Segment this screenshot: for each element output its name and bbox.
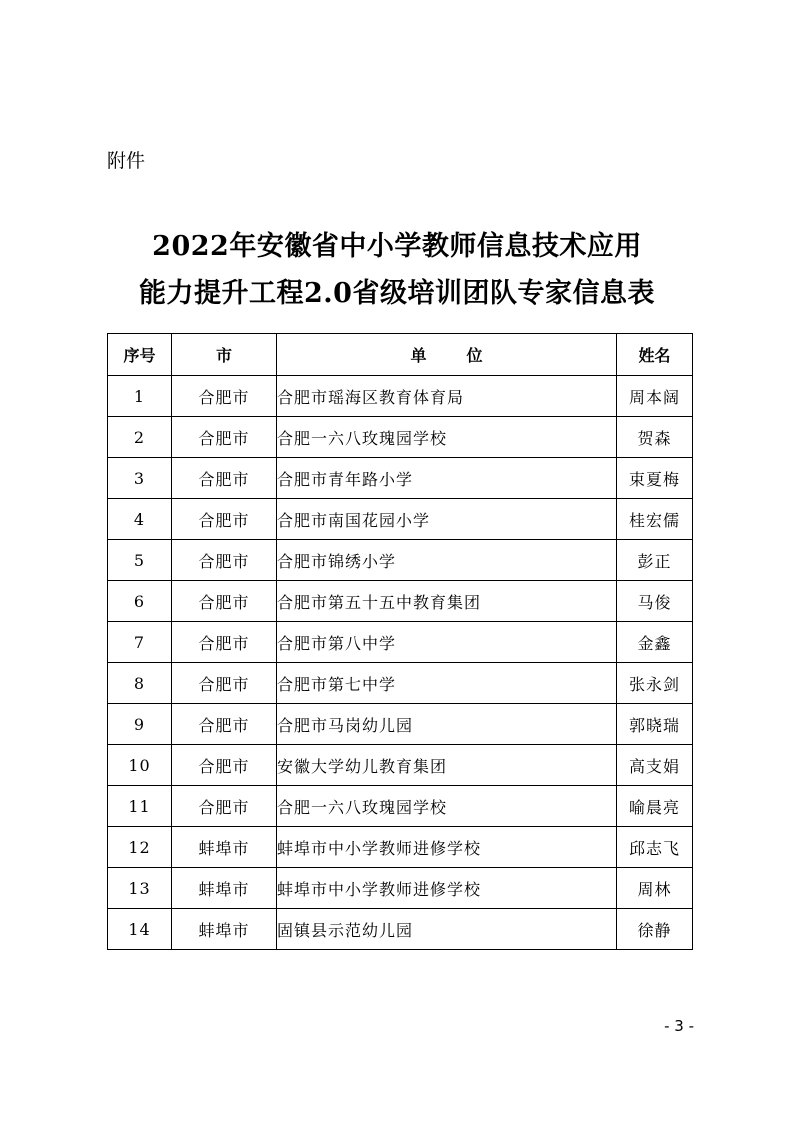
header-unit-char-1: 单 bbox=[410, 346, 427, 365]
cell-unit: 安徽大学幼儿教育集团 bbox=[277, 745, 617, 786]
cell-serial-number: 5 bbox=[108, 540, 172, 581]
cell-unit: 蚌埠市中小学教师进修学校 bbox=[277, 827, 617, 868]
cell-name: 徐静 bbox=[617, 909, 693, 950]
cell-city: 合肥市 bbox=[172, 786, 277, 827]
cell-name: 周林 bbox=[617, 868, 693, 909]
table-row bbox=[108, 499, 693, 540]
cell-city: 合肥市 bbox=[172, 417, 277, 458]
cell-name: 束夏梅 bbox=[617, 458, 693, 499]
cell-unit: 合肥一六八玫瑰园学校 bbox=[277, 786, 617, 827]
cell-name: 桂宏儒 bbox=[617, 499, 693, 540]
cell-unit: 合肥市瑶海区教育体育局 bbox=[277, 376, 617, 417]
cell-unit: 合肥市第七中学 bbox=[277, 663, 617, 704]
cell-city: 合肥市 bbox=[172, 540, 277, 581]
cell-serial-number: 10 bbox=[108, 745, 172, 786]
cell-serial-number: 3 bbox=[108, 458, 172, 499]
table-row bbox=[108, 376, 693, 417]
cell-city: 合肥市 bbox=[172, 458, 277, 499]
table-row bbox=[108, 663, 693, 704]
header-unit bbox=[277, 334, 617, 376]
cell-name: 周本阔 bbox=[617, 376, 693, 417]
cell-unit: 固镇县示范幼儿园 bbox=[277, 909, 617, 950]
table-header-row bbox=[108, 334, 693, 376]
cell-city: 合肥市 bbox=[172, 622, 277, 663]
cell-unit: 合肥市第八中学 bbox=[277, 622, 617, 663]
document-title-line-2: 能力提升工程2.0省级培训团队专家信息表 bbox=[139, 278, 655, 309]
header-city: 市 bbox=[172, 334, 277, 376]
cell-city: 合肥市 bbox=[172, 704, 277, 745]
cell-city: 合肥市 bbox=[172, 499, 277, 540]
table-row bbox=[108, 745, 693, 786]
cell-name: 张永剑 bbox=[617, 663, 693, 704]
document-title-line-1: 2022年安徽省中小学教师信息技术应用 bbox=[152, 231, 642, 262]
table-row bbox=[108, 704, 693, 745]
cell-unit: 合肥市第五十五中教育集团 bbox=[277, 581, 617, 622]
cell-name: 马俊 bbox=[617, 581, 693, 622]
cell-name: 彭正 bbox=[617, 540, 693, 581]
cell-city: 合肥市 bbox=[172, 581, 277, 622]
expert-info-table bbox=[107, 333, 693, 950]
cell-unit: 蚌埠市中小学教师进修学校 bbox=[277, 868, 617, 909]
cell-name: 金鑫 bbox=[617, 622, 693, 663]
cell-serial-number: 13 bbox=[108, 868, 172, 909]
table-row bbox=[108, 827, 693, 868]
page-number: - 3 - bbox=[664, 1017, 694, 1035]
cell-city: 蚌埠市 bbox=[172, 909, 277, 950]
table-row bbox=[108, 909, 693, 950]
cell-unit: 合肥市南国花园小学 bbox=[277, 499, 617, 540]
cell-serial-number: 7 bbox=[108, 622, 172, 663]
cell-serial-number: 14 bbox=[108, 909, 172, 950]
cell-name: 贺森 bbox=[617, 417, 693, 458]
table-row bbox=[108, 458, 693, 499]
cell-city: 合肥市 bbox=[172, 745, 277, 786]
cell-city: 蚌埠市 bbox=[172, 827, 277, 868]
cell-serial-number: 8 bbox=[108, 663, 172, 704]
cell-unit: 合肥市锦绣小学 bbox=[277, 540, 617, 581]
cell-name: 喻晨亮 bbox=[617, 786, 693, 827]
header-name: 姓名 bbox=[617, 334, 693, 376]
cell-unit: 合肥市马岗幼儿园 bbox=[277, 704, 617, 745]
cell-serial-number: 12 bbox=[108, 827, 172, 868]
table-row bbox=[108, 622, 693, 663]
cell-serial-number: 1 bbox=[108, 376, 172, 417]
cell-name: 邱志飞 bbox=[617, 827, 693, 868]
cell-serial-number: 4 bbox=[108, 499, 172, 540]
cell-name: 郭晓瑞 bbox=[617, 704, 693, 745]
attachment-label: 附件 bbox=[107, 150, 146, 172]
cell-serial-number: 2 bbox=[108, 417, 172, 458]
table-row bbox=[108, 417, 693, 458]
header-unit-char-2: 位 bbox=[466, 346, 483, 365]
cell-unit: 合肥一六八玫瑰园学校 bbox=[277, 417, 617, 458]
table-row bbox=[108, 786, 693, 827]
cell-city: 合肥市 bbox=[172, 376, 277, 417]
cell-unit: 合肥市青年路小学 bbox=[277, 458, 617, 499]
table-row bbox=[108, 868, 693, 909]
header-serial-number: 序号 bbox=[108, 334, 172, 376]
cell-city: 合肥市 bbox=[172, 663, 277, 704]
cell-name: 高支娟 bbox=[617, 745, 693, 786]
table-row bbox=[108, 581, 693, 622]
cell-serial-number: 11 bbox=[108, 786, 172, 827]
cell-serial-number: 9 bbox=[108, 704, 172, 745]
cell-serial-number: 6 bbox=[108, 581, 172, 622]
cell-city: 蚌埠市 bbox=[172, 868, 277, 909]
table-row bbox=[108, 540, 693, 581]
